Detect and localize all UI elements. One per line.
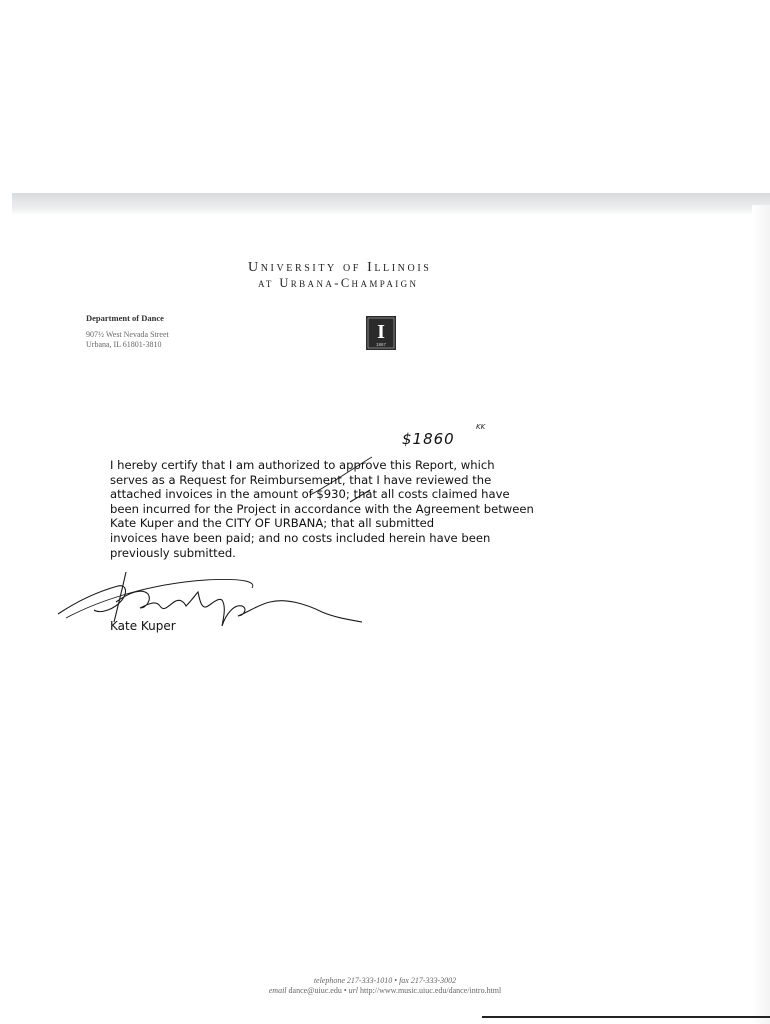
department-name: Department of Dance (86, 313, 164, 323)
signer-name: Kate Kuper (110, 619, 176, 633)
certification-statement (110, 458, 590, 560)
certification-line: previously submitted. (110, 545, 236, 560)
certification-line: attached invoices in the amount of $930; that all costs claimed have (110, 487, 510, 502)
handwritten-initials: KK (476, 423, 486, 431)
certification-line: Kate Kuper and the CITY OF URBANA; that all submitted (110, 516, 435, 531)
fax-number: 217-333-3002 (410, 976, 457, 985)
certification-line: been incurred for the Project in accordance with the Agreement between (110, 501, 534, 516)
email-label: email (268, 986, 287, 995)
certification-line: invoices have been paid; and no costs included herein have been (110, 530, 491, 545)
email-address: dance@uiuc.edu (288, 986, 342, 995)
university-name: University of Illinois (248, 260, 432, 275)
footer-contact-line: telephone 217-333-1010 • fax 217-333-3002 (313, 976, 457, 985)
certification-line: I hereby certify that I am authorized to approve this Report, which (110, 458, 495, 472)
address-line-2: Urbana, IL 61801-3810 (86, 340, 162, 349)
scan-top-edge (12, 193, 770, 215)
telephone-number: 217-333-1010 (346, 976, 393, 985)
telephone-label: telephone (313, 976, 345, 985)
address-line-1: 907½ West Nevada Street (86, 330, 169, 339)
scan-right-edge (752, 205, 770, 1024)
campus-name: at Urbana-Champaign (258, 276, 419, 290)
logo-letter: I (377, 321, 385, 343)
website-url: http://www.music.uiuc.edu/dance/intro.html (360, 986, 502, 995)
bottom-rule (482, 1016, 770, 1018)
handwritten-corrected-amount: $1860 (402, 430, 455, 448)
university-seal-icon (366, 316, 396, 350)
footer-web-line: email dance@uiuc.edu • url http://www.music.uiuc.edu/dance/intro.html (268, 986, 502, 995)
certification-line: serves as a Request for Reimbursement, that I have reviewed the (110, 472, 492, 487)
logo-year: 1867 (375, 342, 387, 347)
handwritten-signature (56, 562, 366, 632)
fax-label: fax (399, 976, 409, 985)
url-label: url (348, 986, 359, 995)
